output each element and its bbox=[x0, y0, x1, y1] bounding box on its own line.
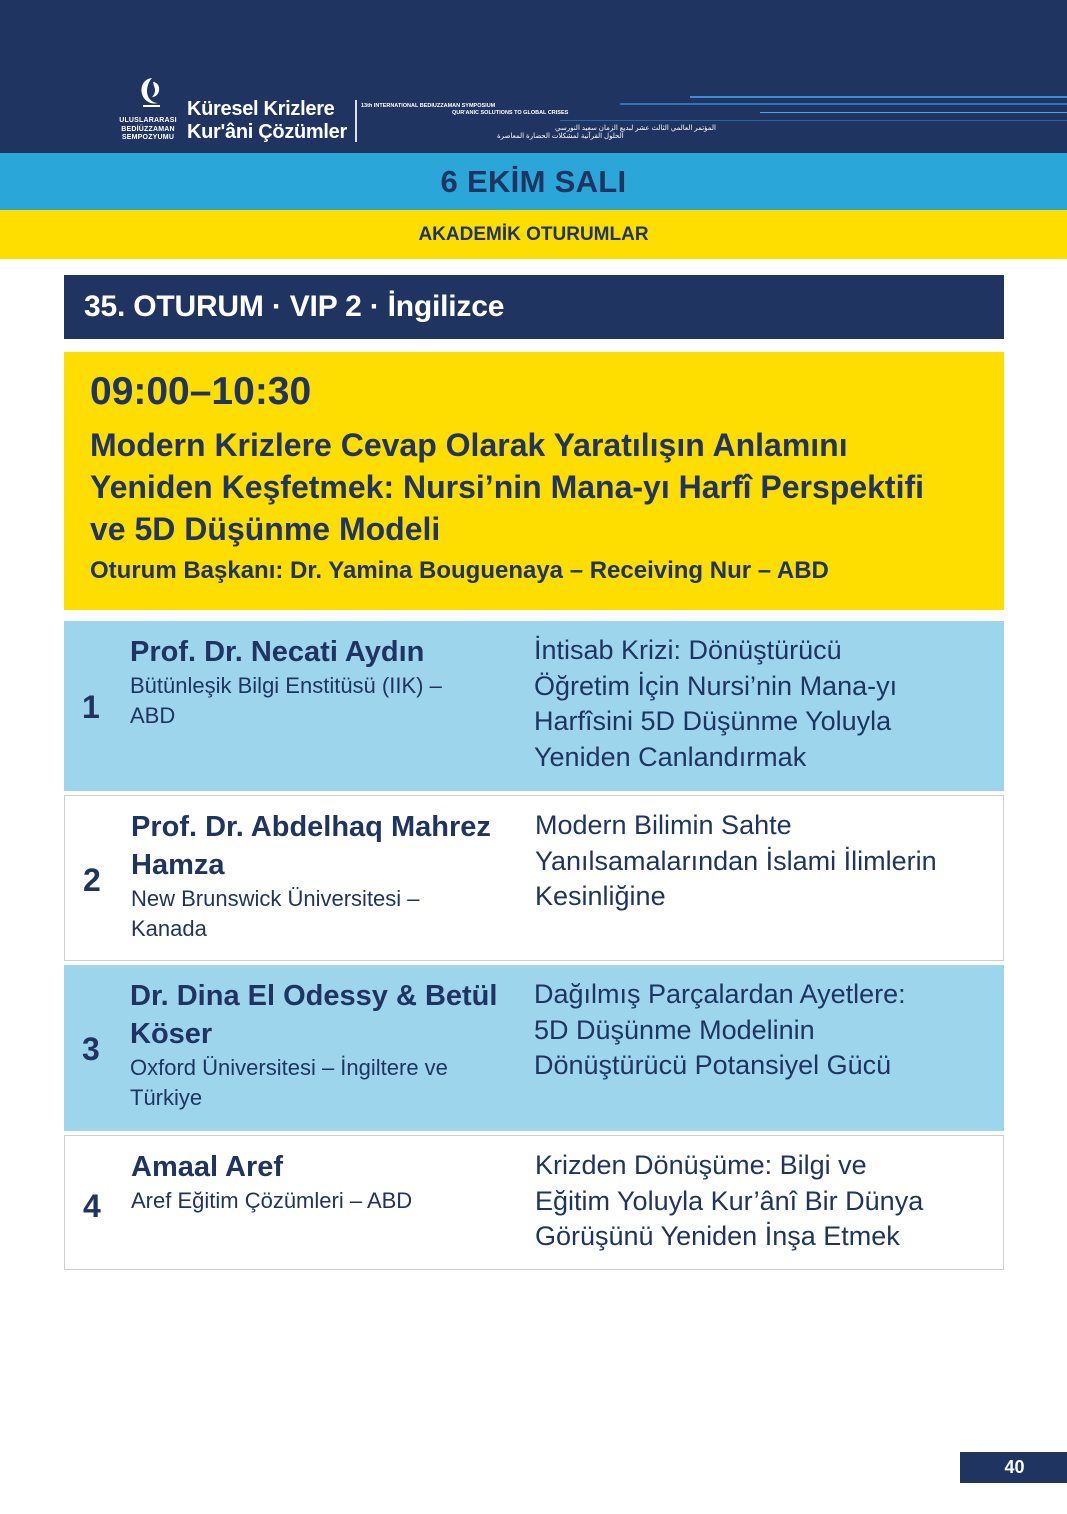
page-number-tab bbox=[960, 1452, 1067, 1483]
presenter-row-2 bbox=[64, 795, 1004, 961]
logo-text-line2: BEDİÜZZAMAN bbox=[121, 126, 175, 133]
speaker-name: Amaal Aref bbox=[131, 1151, 284, 1183]
paper-title bbox=[535, 808, 995, 915]
session-title-bar bbox=[64, 275, 1004, 339]
session-chair: Oturum Başkanı: Dr. Yamina Bouguenaya – Receiving Nur – ABD bbox=[90, 557, 829, 584]
presenter-number: 3 bbox=[82, 1031, 100, 1067]
speaker-name-line2: Hamza bbox=[131, 849, 225, 881]
symposium-logo bbox=[108, 76, 188, 146]
speaker-name-line1: Dr. Dina El Odessy & Betül bbox=[130, 980, 498, 1012]
speaker-affiliation bbox=[130, 671, 510, 731]
paper-title-line2: Eğitim Yoluyla Kur’ânî Bir Dünya bbox=[535, 1185, 924, 1216]
paper-title-line4: Yeniden Canlandırmak bbox=[534, 741, 807, 772]
presenter-row-4 bbox=[64, 1135, 1004, 1270]
speaker-info bbox=[131, 808, 511, 944]
speaker-name-line1: Prof. Dr. Abdelhaq Mahrez bbox=[131, 811, 491, 843]
presenter-row-3 bbox=[64, 965, 1004, 1131]
paper-title bbox=[535, 1148, 995, 1255]
day-label: 6 EKİM SALI bbox=[440, 163, 627, 199]
session-time: 09:00–10:30 bbox=[90, 370, 312, 413]
category-label: AKADEMİK OTURUMLAR bbox=[418, 223, 649, 245]
header-band bbox=[0, 0, 1067, 153]
affiliation-line2: Türkiye bbox=[130, 1085, 203, 1110]
paper-title-line1: Krizden Dönüşüme: Bilgi ve bbox=[535, 1150, 867, 1180]
symposium-english-line1: 13th INTERNATIONAL BEDIUZZAMAN SYMPOSIUM bbox=[361, 103, 496, 109]
speaker-name-line2: Köser bbox=[130, 1018, 213, 1050]
talk-title-line3: ve 5D Düşünme Modeli bbox=[90, 511, 441, 547]
speaker-affiliation bbox=[131, 884, 511, 944]
speaker-info bbox=[131, 1148, 511, 1216]
presenter-number: 2 bbox=[83, 862, 101, 898]
paper-title-line3: Harfîsini 5D Düşünme Yoluyla bbox=[534, 706, 892, 736]
decorative-line bbox=[560, 120, 1067, 121]
presenter-number: 1 bbox=[82, 689, 100, 725]
symposium-arabic-line1: المؤتمر العالمي الثالث عشر لبديع الزمان سعيد النورسي bbox=[555, 125, 716, 132]
brand-title-line1: Küresel Krizlere bbox=[187, 98, 335, 120]
affiliation-line2: ABD bbox=[130, 703, 176, 728]
speaker-affiliation bbox=[130, 1053, 510, 1113]
session-talk-title bbox=[90, 424, 978, 550]
symposium-english-line2: QUR'ANIC SOLUTIONS TO GLOBAL CRISES bbox=[452, 110, 569, 116]
speaker-info bbox=[130, 977, 510, 1113]
symposium-arabic-line2: الحلول القرآنية لمشكلات الحضارة المعاصرة bbox=[497, 133, 624, 140]
talk-title-line2: Yeniden Keşfetmek: Nursi’nin Mana-yı Harfî Perspektifi bbox=[90, 469, 925, 505]
paper-title-line2: Yanılsamalarından İslami İlimlerin bbox=[535, 845, 937, 876]
paper-title-line3: Kesinliğine bbox=[535, 881, 666, 911]
speaker-name bbox=[131, 808, 511, 884]
speaker-name bbox=[130, 977, 510, 1053]
decorative-line bbox=[620, 103, 1067, 105]
speaker-info bbox=[130, 633, 510, 731]
affiliation-line1: Oxford Üniversitesi – İngiltere ve bbox=[130, 1055, 448, 1080]
paper-title-line1: Dağılmış Parçalardan Ayetlere: bbox=[534, 979, 906, 1009]
brand-title bbox=[187, 98, 347, 144]
paper-title-line1: Modern Bilimin Sahte bbox=[535, 810, 792, 840]
presenter-row-1 bbox=[64, 621, 1004, 791]
paper-title-line2: 5D Düşünme Modelinin bbox=[534, 1014, 815, 1045]
brand-divider bbox=[355, 100, 357, 142]
speaker-affiliation: Aref Eğitim Çözümleri – ABD bbox=[131, 1188, 413, 1213]
decorative-line bbox=[760, 112, 1067, 113]
session-info-box bbox=[64, 352, 1004, 610]
paper-title-line1: İntisab Krizi: Dönüştürücü bbox=[534, 635, 842, 665]
speaker-name: Prof. Dr. Necati Aydın bbox=[130, 636, 425, 668]
affiliation-line1: Bütünleşik Bilgi Enstitüsü (IIK) – bbox=[130, 673, 442, 698]
logo-text-line1: ULUSLARARASI bbox=[119, 117, 177, 124]
brand-title-line2: Kur'âni Çözümler bbox=[187, 121, 347, 143]
paper-title-line3: Dönüştürücü Potansiyel Gücü bbox=[534, 1050, 892, 1080]
day-banner bbox=[0, 153, 1067, 210]
presenter-number: 4 bbox=[83, 1188, 101, 1224]
affiliation-line1: New Brunswick Üniversitesi – bbox=[131, 886, 420, 911]
talk-title-line1: Modern Krizlere Cevap Olarak Yaratılışın Anlamını bbox=[90, 427, 848, 463]
session-title: 35. OTURUM · VIP 2 · İngilizce bbox=[84, 290, 505, 323]
logo-text-line3: SEMPOZYUMU bbox=[121, 134, 175, 141]
page-number: 40 bbox=[1004, 1457, 1025, 1477]
crescent-emblem-icon bbox=[138, 76, 164, 110]
paper-title-line3: Görüşünü Yeniden İnşa Etmek bbox=[535, 1221, 900, 1251]
decorative-line bbox=[690, 96, 1067, 98]
affiliation-line2: Kanada bbox=[131, 916, 207, 941]
paper-title-line2: Öğretim İçin Nursi’nin Mana-yı bbox=[534, 670, 898, 701]
paper-title bbox=[534, 633, 994, 775]
paper-title bbox=[534, 977, 994, 1084]
category-banner bbox=[0, 210, 1067, 259]
